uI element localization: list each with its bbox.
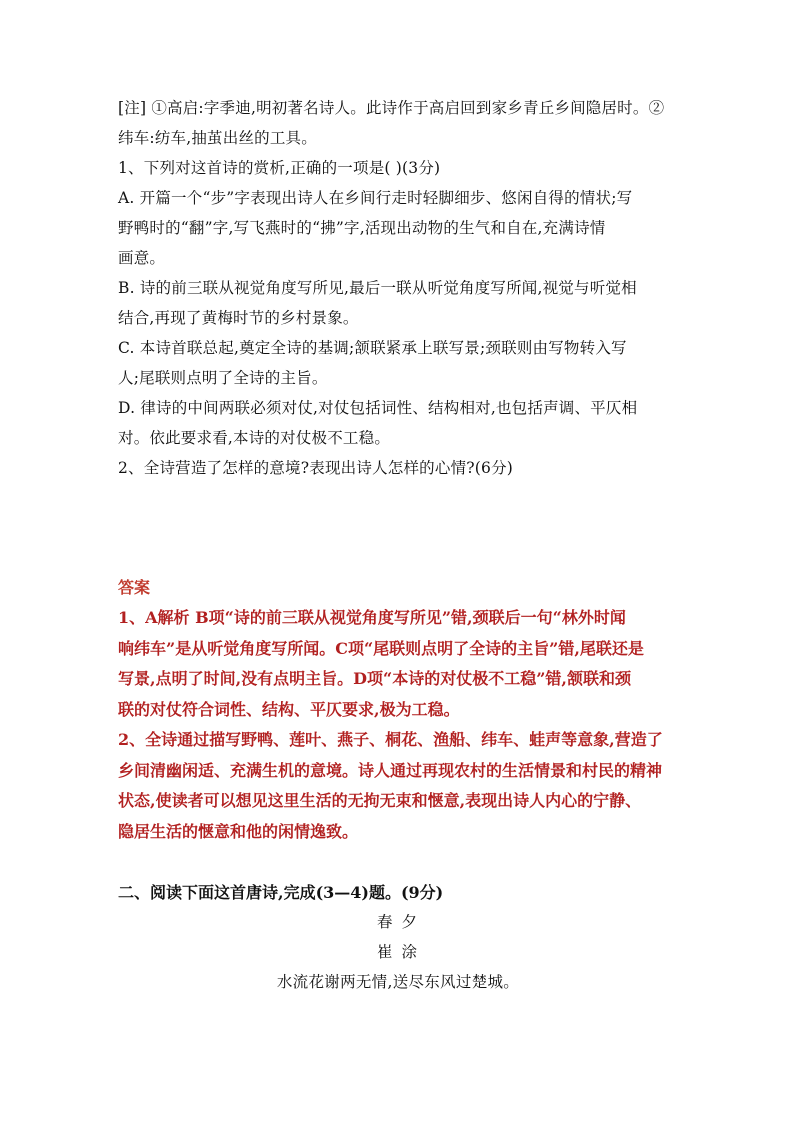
option-a-line-3: 画意。 (118, 249, 166, 267)
poem-title: 春 夕 (377, 913, 419, 931)
option-c-line-2: 人;尾联则点明了全诗的主旨。 (118, 369, 328, 387)
section-gap (118, 847, 678, 879)
note-line-2: 纬车:纺车,抽茧出丝的工具。 (118, 129, 317, 147)
document-content (118, 93, 678, 997)
poem-author: 崔 涂 (377, 943, 419, 961)
poem-line-1: 水流花谢两无情,送尽东风过楚城。 (276, 973, 520, 991)
answer-1-line-4: 联的对仗符合词性、结构、平仄要求,极为工稳。 (118, 699, 460, 719)
answer-1-line-2: 响纬车”是从听觉角度写所闻。C项“尾联则点明了全诗的主旨”错,尾联还是 (118, 638, 644, 658)
question-2-stem: 2、全诗营造了怎样的意境?表现出诗人怎样的心情?(6分) (118, 459, 514, 477)
answer-heading: 答案 (118, 578, 151, 597)
option-d-line-2: 对。依此要求看,本诗的对仗极不工稳。 (118, 429, 391, 447)
option-b-line-1: B. 诗的前三联从视觉角度写所见,最后一联从听觉角度写所闻,视觉与听觉相 (118, 279, 637, 297)
option-c-line-1: C. 本诗首联总起,奠定全诗的基调;颔联紧承上联写景;颈联则由写物转入写 (118, 339, 627, 357)
note-line-1: [注] ①高启:字季迪,明初著名诗人。此诗作于高启回到家乡青丘乡间隐居时。② (118, 99, 665, 117)
option-b-line-2: 结合,再现了黄梅时节的乡村景象。 (118, 309, 359, 327)
option-a-line-2: 野鸭时的“翻”字,写飞燕时的“拂”字,活现出动物的生气和自在,充满诗情 (118, 219, 606, 237)
answer-2-line-1: 2、全诗通过描写野鸭、莲叶、燕子、桐花、渔船、纬车、蛙声等意象,营造了 (118, 730, 663, 749)
answer-2-line-3: 状态,使读者可以想见这里生活的无拘无束和惬意,表现出诗人内心的宁静、 (118, 791, 642, 810)
answer-1-line-1: 1、A解析 B项“诗的前三联从视觉角度写所见”错,颈联后一句“林外时闻 (118, 608, 626, 627)
option-a-line-1: A. 开篇一个“步”字表现出诗人在乡间行走时轻脚细步、悠闲自得的情状;写 (118, 189, 633, 207)
answer-2-line-2: 乡间清幽闲适、充满生机的意境。诗人通过再现农村的生活情景和村民的精神 (118, 760, 663, 780)
section-2-title: 二、阅读下面这首唐诗,完成(3—4)题。(9分) (118, 883, 444, 902)
answer-1-line-3: 写景,点明了时间,没有点明主旨。D项“本诗的对仗极不工稳”错,颔联和颈 (118, 669, 631, 688)
blank-answer-space (118, 483, 678, 571)
question-1-stem: 1、下列对这首诗的赏析,正确的一项是( )(3分) (118, 159, 441, 177)
option-d-line-1: D. 律诗的中间两联必须对仗,对仗包括词性、结构相对,也包括声调、平仄相 (118, 399, 638, 417)
answer-2-line-4: 隐居生活的惬意和他的闲情逸致。 (118, 821, 359, 841)
